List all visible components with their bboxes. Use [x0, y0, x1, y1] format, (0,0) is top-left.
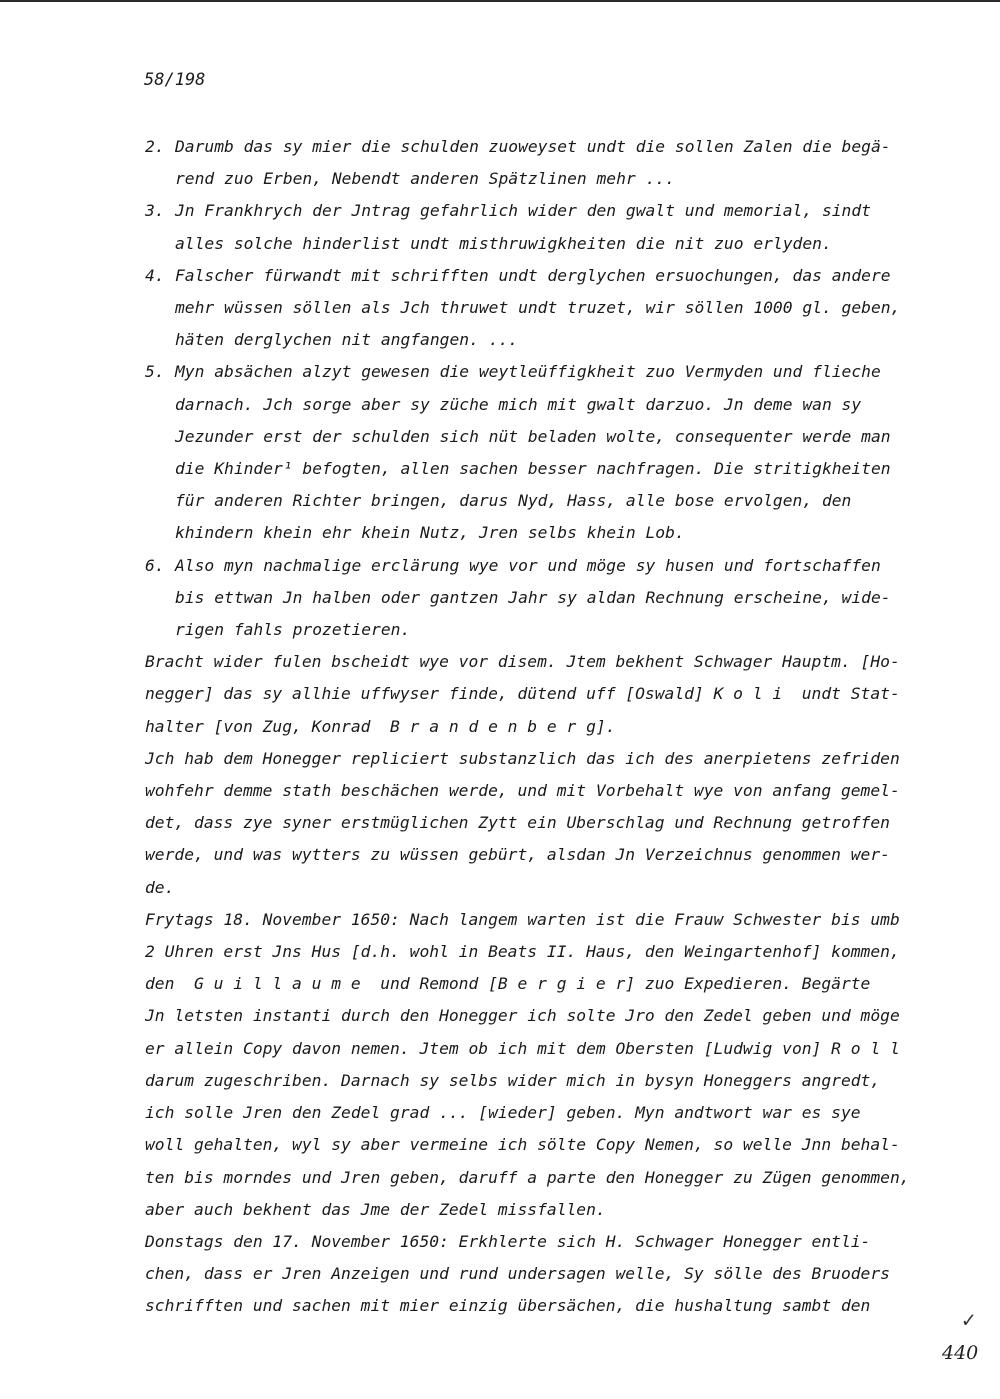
- paragraph: [145, 646, 920, 743]
- text-line: bis ettwan Jn halben oder gantzen Jahr sy aldan Rechnung erscheine, wide-: [175, 587, 891, 607]
- item-number: 2.: [145, 137, 165, 156]
- text-line: chen, dass er Jren Anzeigen und rund undersagen welle, Sy sölle des Bruoders: [145, 1264, 890, 1284]
- text-line: wohfehr demme stath beschächen werde, und mit Vorbehalt wye von anfang gemel-: [145, 781, 900, 801]
- top-edge-line: [0, 0, 1000, 2]
- text-line: Bracht wider fulen bscheidt wye vor disem. Jtem bekhent Schwager Hauptm. [Ho-: [145, 652, 900, 672]
- text-line: Myn absächen alzyt gewesen die weytleüffigkheit zuo Vermyden und flieche: [175, 362, 881, 382]
- list-item: [145, 356, 920, 549]
- folio-number: 440: [942, 1342, 979, 1364]
- item-text: [175, 260, 920, 357]
- text-line: häten derglychen nit angfangen. ...: [175, 330, 519, 350]
- paragraphs: [145, 646, 920, 1322]
- text-line: schrifften und sachen mit mier einzig übersächen, die hushaltung sambt den: [145, 1296, 871, 1316]
- item-text: [175, 356, 920, 549]
- list-item: [145, 550, 920, 647]
- text-line: negger] das sy allhie uffwyser finde, dütend uff [Oswald] K o l i undt Stat-: [145, 684, 900, 704]
- text-line: ich solle Jren den Zedel grad ... [wieder] geben. Myn andtwort war es sye: [145, 1103, 861, 1123]
- text-line: aber auch bekhent das Jme der Zedel missfallen.: [145, 1199, 606, 1219]
- list-item: [145, 195, 920, 259]
- text-line: khindern khein ehr khein Nutz, Jren selbs khein Lob.: [175, 523, 685, 543]
- paragraph: [145, 904, 920, 1226]
- text-line: werde, und was wytters zu wüssen gebürt, alsdan Jn Verzeichnus genommen wer-: [145, 845, 890, 865]
- text-line: darum zugeschriben. Darnach sy selbs wider mich in bysyn Honeggers angredt,: [145, 1070, 881, 1090]
- item-text: [175, 550, 920, 647]
- text-line: mehr wüssen söllen als Jch thruwet undt truzet, wir söllen 1000 gl. geben,: [175, 298, 901, 318]
- text-line: für anderen Richter bringen, darus Nyd, Hass, alle bose ervolgen, den: [175, 491, 852, 511]
- text-line: woll gehalten, wyl sy aber vermeine ich sölte Copy Nemen, so welle Jnn behal-: [145, 1135, 900, 1155]
- paragraph: [145, 743, 920, 904]
- text-line: Frytags 18. November 1650: Nach langem warten ist die Frauw Schwester bis umb: [145, 909, 900, 929]
- text-line: er allein Copy davon nemen. Jtem ob ich mit dem Obersten [Ludwig von] R o l l: [145, 1038, 900, 1058]
- text-line: halter [von Zug, Konrad B r a n d e n b e r g].: [145, 716, 616, 736]
- text-line: den G u i l l a u m e und Remond [B e r g i e r] zuo Expedieren. Begärte: [145, 974, 871, 994]
- text-line: Jch hab dem Honegger repliciert substanzlich das ich des anerpietens zefriden: [145, 748, 900, 768]
- text-line: alles solche hinderlist undt misthruwigkheiten die nit zuo erlyden.: [175, 233, 832, 253]
- text-line: rend zuo Erben, Nebendt anderen Spätzlinen mehr ...: [175, 169, 675, 189]
- item-number: 5.: [145, 362, 165, 382]
- text-line: Falscher fürwandt mit schrifften undt derglychen ersuochungen, das andere: [175, 265, 891, 285]
- text-line: ten bis morndes und Jren geben, daruff a parte den Honegger zu Zügen genommen,: [145, 1167, 910, 1187]
- text-line: rigen fahls prozetieren.: [175, 620, 411, 640]
- text-line: Also myn nachmalige erclärung wye vor und möge sy husen und fortschaffen: [175, 555, 881, 575]
- item-number: 6.: [145, 555, 165, 575]
- text-line: darnach. Jch sorge aber sy züche mich mit gwalt darzuo. Jn deme wan sy: [175, 394, 862, 414]
- item-number: 3.: [145, 201, 165, 221]
- list-item: [145, 131, 920, 195]
- text-line: Donstags den 17. November 1650: Erkhlerte sich H. Schwager Honegger entli-: [145, 1231, 871, 1251]
- text-line: die Khinder¹ befogten, allen sachen besser nachfragen. Die stritigkheiten: [175, 459, 891, 479]
- text-line: det, dass zye syner erstmüglichen Zytt ein Uberschlag und Rechnung getroffen: [145, 813, 890, 833]
- body-text: [145, 131, 920, 1323]
- text-line: Darumb das sy mier die schulden zuoweyset undt die sollen Zalen die begä-: [175, 137, 891, 156]
- item-text: [175, 131, 920, 195]
- text-line: 2 Uhren erst Jns Hus [d.h. wohl in Beats II. Haus, den Weingartenhof] kommen,: [145, 942, 900, 962]
- text-line: Jn Frankhrych der Jntrag gefahrlich wider den gwalt und memorial, sindt: [175, 201, 871, 221]
- item-number: 4.: [145, 265, 165, 285]
- check-mark: ✓: [962, 1308, 976, 1333]
- text-line: Jezunder erst der schulden sich nüt beladen wolte, consequenter werde man: [175, 426, 891, 446]
- text-line: de.: [145, 877, 175, 897]
- text-line: Jn letsten instanti durch den Honegger ich solte Jro den Zedel geben und möge: [145, 1006, 900, 1026]
- page-reference: 58/198: [144, 70, 206, 90]
- item-text: [175, 195, 920, 259]
- list-item: [145, 260, 920, 357]
- paragraph: [145, 1226, 920, 1323]
- numbered-list: [145, 131, 920, 646]
